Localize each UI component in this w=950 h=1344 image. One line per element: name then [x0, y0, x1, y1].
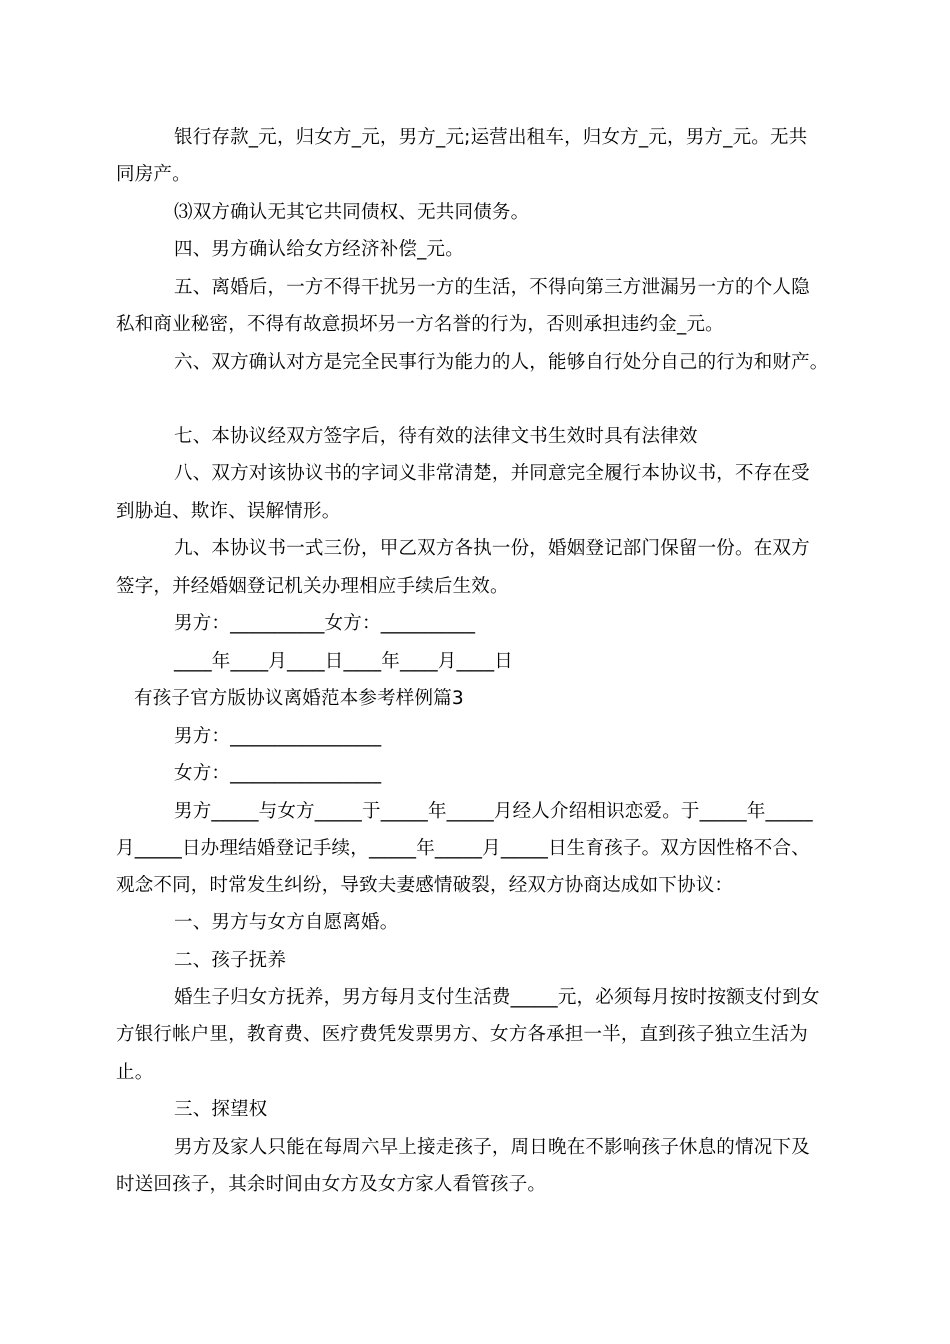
paragraph-line: 七、本协议经双方签字后，待有效的法律文书生效时具有法律效	[174, 426, 698, 447]
paragraph-line: ⑶双方确认无其它共同债权、无共同债务。	[174, 202, 530, 223]
paragraph-line: 观念不同，时常发生纠纷，导致夫妻感情破裂，经双方协商达成如下协议：	[116, 875, 734, 896]
section-heading: 有孩子官方版协议离婚范本参考样例篇3	[134, 688, 464, 709]
paragraph-line: 银行存款_元，归女方_元，男方_元;运营出租车，归女方_元，男方_元。无共	[174, 127, 808, 148]
paragraph-line: 五、离婚后，一方不得干扰另一方的生活，不得向第三方泄漏另一方的个人隐	[174, 277, 810, 298]
paragraph-line: 八、双方对该协议书的字词义非常清楚，并同意完全履行本协议书，不存在受	[174, 463, 810, 484]
paragraph-line: 一、男方与女方自愿离婚。	[174, 912, 399, 933]
signature-line: 男方：________________	[174, 726, 382, 747]
paragraph-line: 方银行帐户里，教育费、医疗费凭发票男方、女方各承担一半，直到孩子独立生活为	[116, 1024, 808, 1045]
paragraph-line: 时送回孩子，其余时间由女方及女方家人看管孩子。	[116, 1174, 547, 1195]
signature-line: 男方：__________女方：__________	[174, 613, 476, 634]
paragraph-line: 签字，并经婚姻登记机关办理相应手续后生效。	[116, 576, 509, 597]
paragraph-line: 止。	[116, 1062, 154, 1083]
paragraph-line: 私和商业秘密，不得有故意损坏另一方名誉的行为，否则承担违约金_元。	[116, 314, 724, 335]
paragraph-line: 月_____日办理结婚登记手续，_____年_____月_____日生育孩子。双方因性格不合、	[116, 838, 810, 859]
paragraph-line: 六、双方确认对方是完全民事行为能力的人，能够自行处分自己的行为和财产。	[174, 352, 829, 373]
paragraph-line: 男方_____与女方_____于_____年_____月经人介绍相识恋爱。于_____年_____	[174, 801, 813, 822]
paragraph-line: 同房产。	[116, 164, 191, 185]
paragraph-line: 婚生子归女方抚养，男方每月支付生活费_____元，必须每月按时按额支付到女	[174, 987, 820, 1008]
date-line: ____年____月____日____年____月____日	[174, 651, 514, 672]
paragraph-line: 二、孩子抚养	[174, 950, 287, 971]
paragraph-line: 到胁迫、欺诈、误解情形。	[116, 501, 341, 522]
paragraph-line: 九、本协议书一式三份，甲乙双方各执一份，婚姻登记部门保留一份。在双方	[174, 538, 810, 559]
paragraph-line: 四、男方确认给女方经济补偿_元。	[174, 239, 464, 260]
paragraph-line: 三、探望权	[174, 1099, 268, 1120]
paragraph-line: 男方及家人只能在每周六早上接走孩子，周日晚在不影响孩子休息的情况下及	[174, 1137, 810, 1158]
signature-line: 女方：________________	[174, 763, 382, 784]
